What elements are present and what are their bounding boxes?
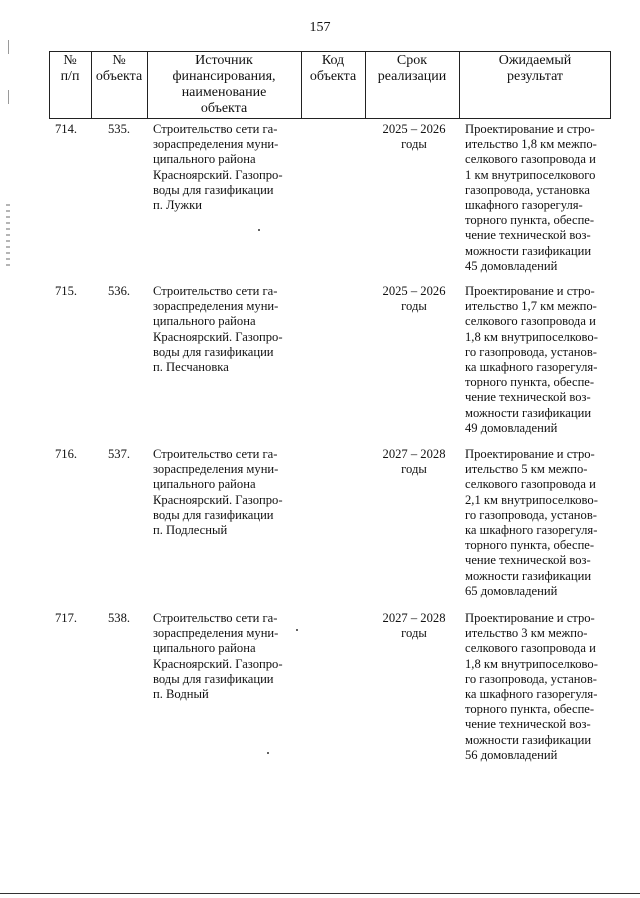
result-line: торного пункта, обеспе-	[465, 213, 595, 228]
result-line: можности газификации	[465, 568, 592, 583]
header-term	[365, 51, 459, 119]
header-code	[301, 51, 365, 119]
header-source-line: объекта	[200, 101, 248, 116]
source-line: воды для газификации	[153, 671, 274, 686]
result-line: можности газификации	[465, 732, 592, 747]
scan-mark	[8, 90, 9, 104]
term-cell	[369, 122, 459, 152]
result-line: ительство 1,8 км межпо-	[465, 137, 597, 152]
term-line: годы	[401, 299, 427, 314]
table-border	[91, 51, 92, 119]
source-line: воды для газификации	[153, 344, 274, 359]
term-line: 2025 – 2026	[382, 284, 446, 298]
term-cell	[369, 284, 459, 314]
source-line: ципального района	[153, 477, 256, 492]
source-cell	[153, 447, 295, 538]
source-line: Строительство сети га-	[153, 122, 278, 136]
result-line: ка шкафного газорегуля-	[465, 523, 598, 538]
result-line: ка шкафного газорегуля-	[465, 687, 598, 702]
scan-speck	[258, 229, 260, 231]
header-result	[459, 51, 611, 119]
source-cell	[153, 122, 295, 213]
table-border	[301, 51, 302, 119]
source-line: Строительство сети га-	[153, 447, 278, 461]
result-line: 65 домовладений	[465, 583, 558, 598]
source-line: зораспределения муни-	[153, 462, 279, 477]
result-line: газопровода, установка	[465, 182, 591, 197]
scan-mark	[8, 40, 9, 54]
source-line: п. Лужки	[153, 198, 202, 213]
scan-mark	[6, 204, 10, 268]
source-line: зораспределения муни-	[153, 626, 279, 641]
object-number: 535.	[107, 122, 131, 136]
source-cell	[153, 611, 295, 702]
source-line: Строительство сети га-	[153, 611, 278, 625]
scan-speck	[296, 629, 298, 631]
result-line: селкового газопровода и	[465, 152, 596, 167]
result-line: 45 домовладений	[465, 258, 558, 273]
result-cell	[465, 284, 611, 436]
table-border	[49, 51, 50, 119]
result-line: ительство 1,7 км межпо-	[465, 299, 597, 314]
result-line: можности газификации	[465, 243, 592, 258]
source-line: Красноярский. Газопро-	[153, 656, 283, 671]
result-line: Проектирование и стро-	[465, 447, 595, 461]
header-code-line: объекта	[309, 69, 357, 84]
result-line: 2,1 км внутрипоселково-	[465, 492, 598, 507]
header-term-line: Срок	[396, 53, 428, 68]
header-object-number-line: объекта	[95, 69, 143, 84]
source-line: воды для газификации	[153, 507, 274, 522]
result-line: можности газификации	[465, 405, 592, 420]
result-line: чение технической воз-	[465, 228, 591, 243]
source-line: зораспределения муни-	[153, 137, 279, 152]
table-border	[610, 51, 611, 119]
source-cell	[153, 284, 295, 375]
result-line: шкафного газорегуля-	[465, 198, 583, 213]
term-line: 2027 – 2028	[382, 611, 446, 625]
program-table	[49, 51, 611, 823]
result-line: 1,8 км внутрипоселково-	[465, 329, 598, 344]
object-number: 538.	[107, 611, 131, 625]
source-line: зораспределения муни-	[153, 299, 279, 314]
result-line: чение технической воз-	[465, 717, 591, 732]
result-line: Проектирование и стро-	[465, 611, 595, 625]
table-border	[147, 51, 148, 119]
row-number: 714.	[55, 122, 78, 136]
result-line: ка шкафного газорегуля-	[465, 360, 598, 375]
source-line: ципального района	[153, 641, 256, 656]
result-line: селкового газопровода и	[465, 641, 596, 656]
result-line: го газопровода, установ-	[465, 507, 597, 522]
term-line: 2025 – 2026	[382, 122, 446, 136]
header-source-line: Источник	[195, 53, 253, 68]
result-line: 1 км внутрипоселкового	[465, 167, 596, 182]
result-line: 1,8 км внутрипоселково-	[465, 656, 598, 671]
table-border	[459, 51, 460, 119]
term-cell	[369, 447, 459, 477]
header-source	[147, 51, 301, 119]
header-result-line: результат	[506, 69, 564, 84]
source-line: воды для газификации	[153, 182, 274, 197]
source-line: п. Песчановка	[153, 360, 229, 375]
page-bottom-edge	[0, 893, 640, 894]
result-line: Проектирование и стро-	[465, 284, 595, 298]
header-source-line: наименование	[181, 85, 267, 100]
result-line: чение технической воз-	[465, 553, 591, 568]
header-row-number-line: №	[63, 53, 77, 68]
source-line: п. Подлесный	[153, 523, 228, 538]
source-line: ципального района	[153, 314, 256, 329]
result-line: селкового газопровода и	[465, 314, 596, 329]
header-object-number	[91, 51, 147, 119]
result-cell	[465, 447, 611, 599]
result-line: селкового газопровода и	[465, 477, 596, 492]
header-source-line: финансирования,	[172, 69, 276, 84]
source-line: Красноярский. Газопро-	[153, 492, 283, 507]
header-result-line: Ожидаемый	[498, 53, 572, 68]
result-cell	[465, 122, 611, 274]
term-line: годы	[401, 462, 427, 477]
result-line: чение технической воз-	[465, 390, 591, 405]
object-number: 536.	[107, 284, 131, 298]
header-code-line: Код	[321, 53, 345, 68]
result-line: ительство 5 км межпо-	[465, 462, 588, 477]
header-row-number	[49, 51, 91, 119]
header-term-line: реализации	[377, 69, 447, 84]
page-number: 157	[309, 20, 331, 35]
source-line: Красноярский. Газопро-	[153, 329, 283, 344]
header-object-number-line: №	[112, 53, 126, 68]
result-cell	[465, 611, 611, 763]
result-line: го газопровода, установ-	[465, 344, 597, 359]
source-line: Красноярский. Газопро-	[153, 167, 283, 182]
term-cell	[369, 611, 459, 641]
result-line: го газопровода, установ-	[465, 671, 597, 686]
term-line: годы	[401, 626, 427, 641]
row-number: 716.	[55, 447, 78, 461]
result-line: 49 домовладений	[465, 420, 558, 435]
row-number: 715.	[55, 284, 78, 298]
scan-speck	[267, 752, 269, 754]
term-line: 2027 – 2028	[382, 447, 446, 461]
header-row-number-line: п/п	[60, 69, 80, 84]
source-line: ципального района	[153, 152, 256, 167]
object-number: 537.	[107, 447, 131, 461]
term-line: годы	[401, 137, 427, 152]
table-border	[365, 51, 366, 119]
source-line: п. Водный	[153, 687, 209, 702]
source-line: Строительство сети га-	[153, 284, 278, 298]
result-line: Проектирование и стро-	[465, 122, 595, 136]
row-number: 717.	[55, 611, 78, 625]
result-line: торного пункта, обеспе-	[465, 702, 595, 717]
result-line: ительство 3 км межпо-	[465, 626, 588, 641]
result-line: торного пункта, обеспе-	[465, 538, 595, 553]
result-line: 56 домовладений	[465, 747, 558, 762]
result-line: торного пункта, обеспе-	[465, 375, 595, 390]
